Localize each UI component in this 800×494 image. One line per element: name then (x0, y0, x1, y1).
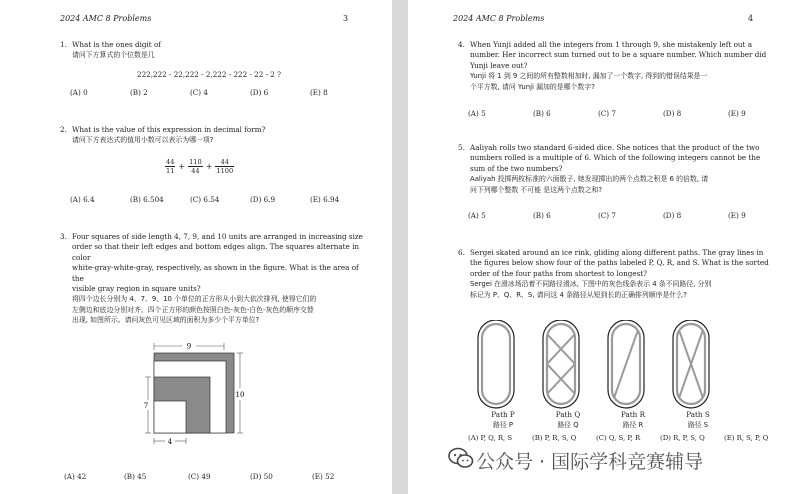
question-text-line: numbers rolled is a multiple of 6. Which of the following integers cannot be the (470, 153, 761, 163)
option-d[interactable]: (D) 50 (250, 472, 273, 481)
question-text-cn-line: Sergei 在滑冰场沿着不同路径滑冰, 下图中的灰色线条表示 4 条不同路径, 分别 (470, 280, 712, 289)
label-4: 4 (167, 438, 173, 446)
squares-figure (138, 340, 258, 452)
path-s-label: Path S 路径 S (686, 410, 710, 429)
question-text-cn-line: Aaliyah 投掷两枚标准的六面骰子, 她发现掷出的两个点数之积是 6 的倍数, 请 (470, 175, 709, 184)
question-text-cn-line: 出现, 如图所示。请问灰色可见区域的面积为多少个平方单位? (72, 316, 260, 325)
option-b[interactable]: (B) 45 (124, 472, 147, 481)
question-text-line: When Yunji added all the integers from 1 through 9, she mistakenly left out a (470, 40, 753, 49)
question-text-line: white-gray-white-gray, respectively, as shown in the figure. What is the area of the (72, 263, 359, 283)
option-b[interactable]: (B) P, R, S, Q (532, 434, 577, 442)
option-e[interactable]: (E) 9 (728, 109, 746, 118)
option-e[interactable]: (E) 8 (310, 88, 328, 97)
option-d[interactable]: (D) R, P, S, Q (660, 434, 705, 442)
question-number: 4. (458, 40, 465, 49)
option-b[interactable]: (B) 6.504 (130, 195, 164, 204)
question-text-line: visible gray region in square units? (72, 284, 201, 294)
question-text-cn-line: 问下列哪个整数 不可能 是这两个点数之和? (470, 185, 603, 194)
option-c[interactable]: (C) 49 (188, 472, 211, 481)
rink-path-p (478, 320, 514, 408)
option-e[interactable]: (E) 52 (312, 472, 335, 481)
option-b[interactable]: (B) 2 (130, 88, 148, 97)
option-c[interactable]: (C) 6.54 (190, 195, 220, 204)
question-text-line: order of the four paths from shortest to longest? (470, 268, 648, 278)
question-text-cn-line: 将四个边长分别为 4、7、9、10 个单位的正方形从小到大依次排列, 使得它们的 (72, 295, 317, 304)
label-9: 9 (186, 342, 192, 351)
path-p-label: Path P 路径 P (491, 410, 515, 429)
question-text-cn-line: 个平方数, 请问 Yunji 漏加的是哪个数字? (470, 82, 595, 91)
question-text: What is the ones digit of (72, 40, 161, 49)
question-text-line: Four squares of side length 4, 7, 9, and 10 units are arranged in increasing size (72, 232, 363, 241)
option-d[interactable]: (D) 8 (663, 109, 682, 118)
option-e[interactable]: (E) 9 (728, 211, 746, 220)
question-text-cn-line: 左侧边和底边分别对齐。四个正方形的颜色按照白色-灰色-白色-灰色的顺序交替 (72, 305, 314, 314)
question-text-cn-line: 标记为 P、Q、R、S, 请问这 4 条路径从短到长的正确排列顺序是什么? (470, 290, 687, 299)
q1-expression: 222,222 - 22,222 - 2,222 - 222 - 22 - 2 ? (137, 70, 282, 79)
question-text-line: sum of the two numbers? (470, 163, 563, 173)
question-text-line: the figures below show four of the paths labeled P, Q, R, and S. What is the sorted (470, 258, 769, 268)
question-number: 1. (60, 40, 67, 49)
option-a[interactable]: (A) 5 (468, 211, 486, 220)
option-a[interactable]: (A) 0 (70, 88, 88, 97)
option-c[interactable]: (C) 4 (190, 88, 208, 97)
question-text-cn: 请问下方算式的个位数是几 (72, 51, 155, 60)
question-3 (60, 232, 372, 326)
question-6 (458, 248, 790, 300)
left-page (0, 0, 392, 494)
fraction: $\frac{110}{44}$ (189, 158, 202, 175)
path-q-label: Path Q 路径 Q (555, 410, 581, 429)
option-d[interactable]: (D) 6.9 (250, 195, 276, 204)
question-text-line: order so that their left edges and bottom edges align. The squares alternate in color (72, 242, 360, 262)
question-text-line: Sergei skated around an ice rink, gliding along different paths. The gray lines in (470, 248, 764, 257)
page-number: 3 (343, 14, 349, 23)
option-e[interactable]: (E) 6.94 (310, 195, 340, 204)
question-number: 2. (60, 125, 67, 134)
option-b[interactable]: (B) 6 (533, 109, 551, 118)
rink-path-s (673, 320, 709, 408)
question-number: 5. (458, 143, 465, 152)
option-a[interactable]: (A) 6.4 (70, 195, 95, 204)
question-2 (60, 125, 362, 146)
rink-path-r (608, 320, 644, 408)
question-4 (458, 40, 780, 92)
label-7: 7 (143, 402, 149, 410)
question-text: What is the value of this expression in decimal form? (72, 125, 266, 134)
page-header: 2024 AMC 8 Problems (60, 14, 152, 23)
question-text-line: Aaliyah rolls two standard 6-sided dice. She notices that the product of the two (470, 143, 760, 152)
question-5 (458, 143, 780, 195)
option-b[interactable]: (B) 6 (533, 211, 551, 220)
q2-expression: $\frac{44}{11}$ + $\frac{110}{44}$ + $\frac{44}{1100}$ (166, 158, 234, 175)
option-c[interactable]: (C) Q, S, P, R (596, 434, 641, 442)
question-1 (60, 40, 362, 61)
fraction: $\frac{44}{11}$ (166, 158, 175, 175)
right-page (408, 0, 800, 494)
question-number: 3. (60, 232, 67, 241)
option-c[interactable]: (C) 7 (598, 109, 616, 118)
question-number: 6. (458, 248, 465, 257)
rink-paths-figure (468, 320, 758, 410)
option-d[interactable]: (D) 6 (250, 88, 269, 97)
fraction: $\frac{44}{1100}$ (216, 158, 234, 175)
label-10: 10 (235, 391, 245, 399)
question-text-cn-line: Yunji 将 1 到 9 之间的所有整数相加时, 漏加了一个数字, 得到的错误结果是一 (470, 72, 708, 81)
option-a[interactable]: (A) P, Q, R, S (468, 434, 513, 442)
option-e[interactable]: (E) R, S, P, Q (724, 434, 769, 442)
page-header: 2024 AMC 8 Problems (453, 14, 545, 23)
watermark-text: 公众号 · 国际学科竞赛辅导 (476, 451, 704, 473)
square-4 (154, 401, 186, 433)
option-d[interactable]: (D) 8 (663, 211, 682, 220)
question-text-line: Yunji leave out? (470, 60, 528, 70)
rink-path-q (543, 320, 579, 408)
option-a[interactable]: (A) 5 (468, 109, 486, 118)
question-text-line: number. Her incorrect sum turned out to be a square number. Which number did (470, 50, 767, 60)
path-r-label: Path R 路径 R (620, 410, 645, 429)
page-number: 4 (748, 14, 754, 23)
option-a[interactable]: (A) 42 (64, 472, 87, 481)
question-text-cn: 请问下方表达式的值用小数可以表示为哪一项? (72, 136, 214, 145)
option-c[interactable]: (C) 7 (598, 211, 616, 220)
wechat-icon (448, 446, 474, 470)
